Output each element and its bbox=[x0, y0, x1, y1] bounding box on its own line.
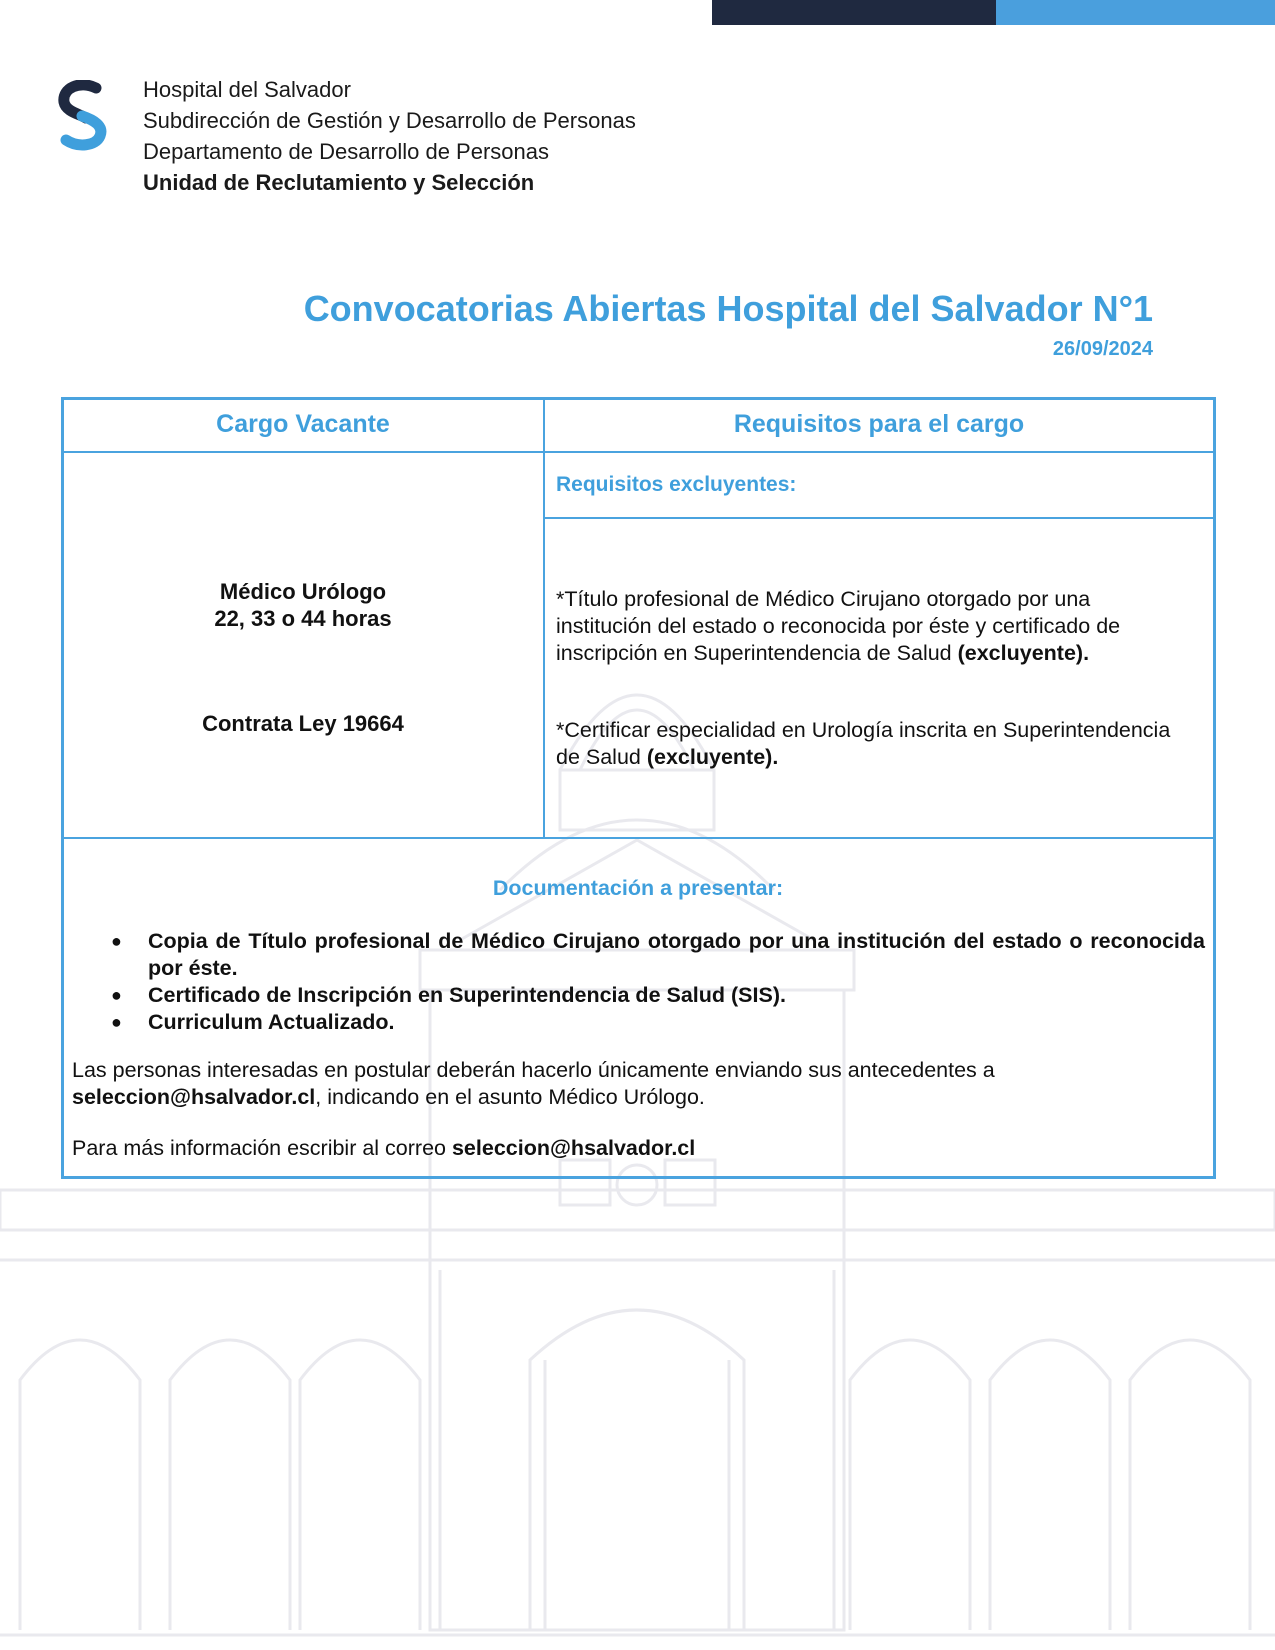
document-title: Convocatorias Abiertas Hospital del Salvador N°1 bbox=[303, 288, 1153, 329]
column-header-requisitos: Requisitos para el cargo bbox=[733, 409, 1025, 438]
documentation-title: Documentación a presentar: bbox=[492, 876, 784, 900]
contact-email-link[interactable]: seleccion@hsalvador.cl bbox=[451, 1136, 696, 1160]
apply-text-end: , indicando en el asunto Médico Urólogo. bbox=[315, 1085, 705, 1109]
bullet-icon: ● bbox=[111, 985, 122, 1005]
apply-instructions bbox=[72, 1057, 1202, 1111]
org-line-subdireccion: Subdirección de Gestión y Desarrollo de Personas bbox=[143, 108, 636, 133]
column-header-cargo: Cargo Vacante bbox=[216, 409, 390, 438]
requirement-item bbox=[556, 586, 1176, 667]
contract-type: Contrata Ley 19664 bbox=[202, 711, 404, 736]
position-hours: 22, 33 o 44 horas bbox=[214, 606, 392, 631]
top-bar-blue bbox=[996, 0, 1275, 25]
contact-text: Para más información escribir al correo bbox=[72, 1136, 452, 1160]
contact-info bbox=[72, 1135, 1202, 1162]
list-item-text: Curriculum Actualizado. bbox=[148, 1010, 395, 1034]
list-item bbox=[108, 982, 1205, 1009]
requirement-item bbox=[556, 717, 1176, 771]
list-item-text: Certificado de Inscripción en Superintendencia de Salud (SIS). bbox=[148, 983, 786, 1007]
list-item bbox=[108, 1009, 1205, 1036]
org-line-departamento: Departamento de Desarrollo de Personas bbox=[143, 139, 550, 164]
bullet-icon: ● bbox=[111, 931, 122, 951]
requirement-emphasis: (excluyente). bbox=[646, 745, 779, 769]
org-line-hospital: Hospital del Salvador bbox=[143, 77, 351, 102]
document-date: 26/09/2024 bbox=[1052, 338, 1153, 360]
organization-header bbox=[143, 74, 636, 198]
org-line-unidad: Unidad de Reclutamiento y Selección bbox=[143, 170, 535, 195]
requirement-text: *Certificar especialidad en Urología inscrita en Superintendencia de Salud bbox=[556, 718, 1171, 769]
top-bar-dark bbox=[712, 0, 996, 25]
hospital-s-logo-icon bbox=[56, 80, 110, 152]
apply-text: Las personas interesadas en postular deberán hacerlo únicamente enviando sus antecedentes a bbox=[72, 1058, 995, 1082]
requisitos-excluyentes-label: Requisitos excluyentes: bbox=[556, 473, 797, 496]
list-item bbox=[108, 928, 1205, 982]
requirement-text: *Título profesional de Médico Cirujano otorgado por una institución del estado o reconocida por éste y certificado de inscripción en Superintendencia de Salud bbox=[556, 587, 1121, 665]
requirement-emphasis: (excluyente). bbox=[957, 641, 1090, 665]
bullet-icon: ● bbox=[111, 1012, 122, 1032]
position-title: Médico Urólogo bbox=[219, 579, 387, 604]
list-item-text: Copia de Título profesional de Médico Cirujano otorgado por una institución del estado o reconocida por éste. bbox=[148, 929, 1205, 980]
documentation-list bbox=[108, 928, 1205, 1036]
apply-email-link[interactable]: seleccion@hsalvador.cl bbox=[72, 1085, 316, 1109]
